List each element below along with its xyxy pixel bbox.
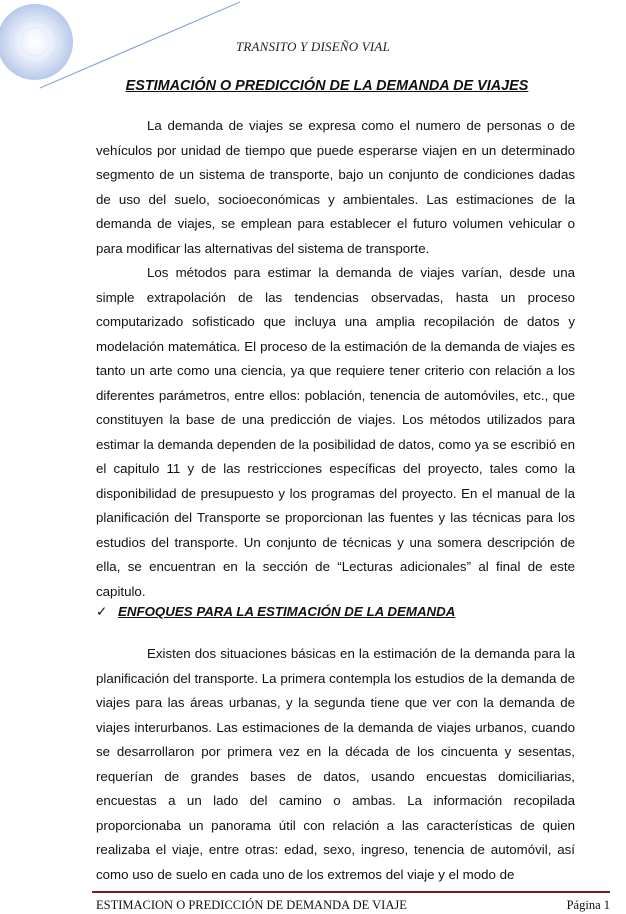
running-header: TRANSITO Y DISEÑO VIAL [235,39,391,54]
section-2-body [96,642,575,887]
section-heading-text: ENFOQUES PARA LA ESTIMACIÓN DE LA DEMANDA [118,604,456,619]
document-title: ESTIMACIÓN O PREDICCIÓN DE LA DEMANDA DE VIAJES [125,78,529,94]
paragraph: Existen dos situaciones básicas en la estimación de la demanda para la planificación del transporte. La primera contempla los estudios de la demanda de viajes para las áreas urbanas, y la segunda tiene que ver con la demanda de viajes interurbanos. Las estimaciones de la demanda de viajes urbanos, cuando se desarrollaron por primera vez en la década de los cincuenta y sesentas, requerían de grandes bases de datos, usando encuestas domiciliarias, encuestas a un lado del camino o ambas. La información recopilada proporcionaba un panorama útil con relación a las características de quien realizaba el viaje, entre otras: edad, sexo, ingreso, tenencia de automóvil, así como uso de suelo en cada uno de los extremos del viaje y el modo de [96,646,575,882]
paragraph: Los métodos para estimar la demanda de viajes varían, desde una simple extrapolación de las tendencias observadas, hasta un proceso computarizado sofisticado que incluya una amplia recopilación de datos y modelación matemática. El proceso de la estimación de la demanda de viajes es tanto un arte como una ciencia, ya que requiere tener criterio con relación a los diferentes parámetros, entre ellos: población, tenencia de automóviles, etc., que constituyen la base de una predicción de viajes. Los métodos utilizados para estimar la demanda dependen de la posibilidad de datos, como ya se escribió en el capitulo 11 y de las restricciones específicas del proyecto, tales como la disponibilidad de presupuesto y los programas del proyecto. En el manual de la planificación del Transporte se proporcionan las fuentes y las técnicas para los estudios del transporte. Un conjunto de técnicas y una somera descripción de ella, se encuentran en la sección de “Lecturas adicionales” al final de este capitulo. [96,265,575,599]
section-heading [96,604,576,620]
footer-rule [92,891,610,893]
section-1-body [96,114,575,604]
page-number: Página 1 [566,898,610,912]
paragraph: La demanda de viajes se expresa como el numero de personas o de vehículos por unidad de tiempo que puede esperarse viajen en un determinado segmento de un sistema de transporte, bajo un conjunto de condiciones dadas de uso del suelo, socioeconómicas y ambientales. Las estimaciones de la demanda de viajes, se emplean para establecer el futuro volumen vehicular o para modificar las alternativas del sistema de transporte. [96,118,575,256]
footer-title: ESTIMACION O PREDICCIÓN DE DEMANDA DE VIAJE [96,898,407,912]
checkmark-icon: ✓ [96,604,108,619]
